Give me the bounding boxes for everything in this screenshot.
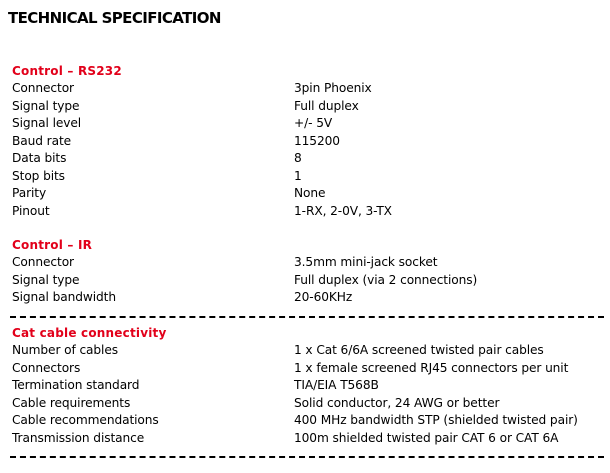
spec-value: 3pin Phoenix (294, 81, 372, 95)
section-heading: Control – RS232 (12, 64, 122, 78)
spec-value: 400 MHz bandwidth STP (shielded twisted pair) (294, 413, 578, 427)
spec-row (12, 377, 610, 395)
spec-row (12, 168, 610, 186)
section-divider (10, 456, 604, 458)
spec-row (12, 289, 610, 307)
spec-label: Pinout (12, 203, 50, 218)
section-heading: Cat cable connectivity (12, 326, 167, 340)
spec-value: 1 x female screened RJ45 connectors per unit (294, 360, 569, 375)
spec-label: Baud rate (12, 133, 72, 148)
spec-value: 20-60KHz (294, 290, 353, 304)
spec-row (12, 254, 610, 272)
section-cat-cable-connectivity (12, 325, 610, 447)
spec-row (12, 133, 610, 151)
spec-row (12, 412, 610, 430)
spec-value: +/- 5V (294, 116, 333, 130)
spec-value: 1 x Cat 6/6A screened twisted pair cables (294, 343, 544, 357)
spec-row (12, 272, 610, 290)
page-title: TECHNICAL SPECIFICATION (8, 9, 221, 27)
spec-value: Full duplex (294, 98, 359, 113)
spec-row (12, 115, 610, 133)
spec-value: 8 (294, 151, 302, 165)
spec-row (12, 203, 610, 221)
spec-label: Connector (12, 255, 74, 269)
spec-row (12, 342, 610, 360)
spec-value: 1 (294, 168, 302, 183)
spec-label: Data bits (12, 151, 67, 165)
spec-value: Solid conductor, 24 AWG or better (294, 395, 500, 410)
spec-row (12, 98, 610, 116)
spec-row (12, 430, 610, 448)
spec-label: Connector (12, 81, 74, 95)
spec-value: 3.5mm mini-jack socket (294, 255, 438, 269)
spec-row (12, 150, 610, 168)
section-control-ir (12, 237, 610, 307)
spec-value: Full duplex (via 2 connections) (294, 272, 478, 287)
spec-value: None (294, 186, 326, 200)
spec-label: Termination standard (12, 378, 140, 392)
spec-value: TIA/EIA T568B (294, 378, 379, 392)
section-divider (10, 316, 604, 318)
spec-label: Stop bits (12, 168, 65, 183)
spec-value: 1-RX, 2-0V, 3-TX (294, 203, 392, 218)
spec-label: Signal type (12, 98, 80, 113)
spec-label: Cable requirements (12, 395, 131, 410)
spec-row (12, 80, 610, 98)
spec-row (12, 185, 610, 203)
spec-row (12, 395, 610, 413)
spec-label: Signal bandwidth (12, 290, 116, 304)
section-heading: Control – IR (12, 238, 93, 252)
spec-label: Cable recommendations (12, 413, 159, 427)
spec-row (12, 360, 610, 378)
section-control-rs232 (12, 63, 610, 220)
spec-label: Connectors (12, 360, 81, 375)
spec-label: Parity (12, 186, 47, 200)
spec-label: Transmission distance (12, 430, 145, 445)
spec-label: Signal level (12, 116, 82, 130)
spec-label: Number of cables (12, 343, 118, 357)
spec-value: 115200 (294, 133, 340, 148)
spec-value: 100m shielded twisted pair CAT 6 or CAT 6A (294, 430, 559, 445)
spec-label: Signal type (12, 272, 80, 287)
